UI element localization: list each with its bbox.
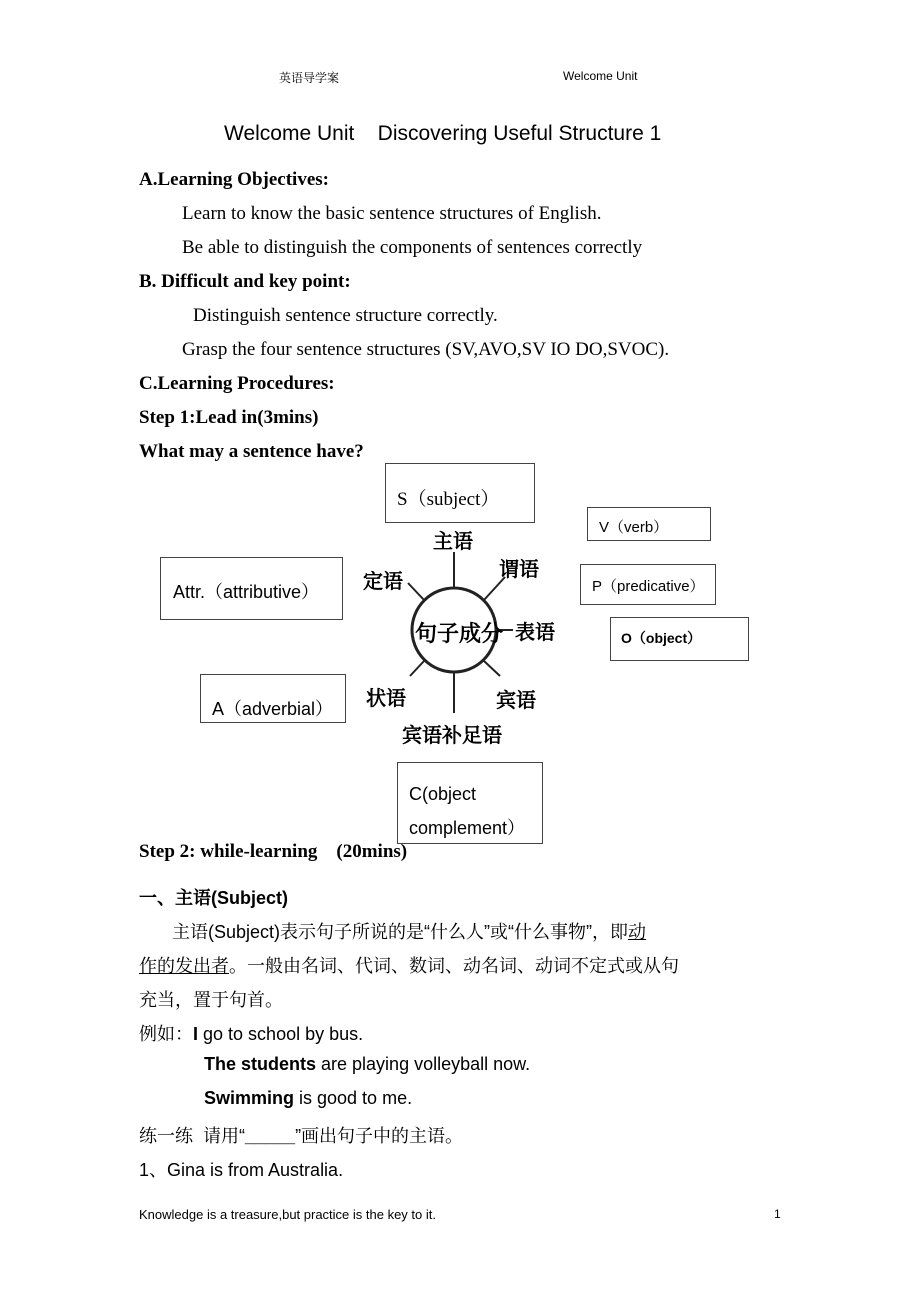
practice-blank: _____ [245,1126,296,1146]
adverbial-box: A（adverbial） [200,674,346,723]
complement-line: C(object [409,784,477,804]
step1-heading: Step 1:Lead in(3mins) [139,407,319,428]
paragraph-text: 主语(Subject)表示句子所说的是“什么人”或“什么事物”，即 [172,922,629,942]
practice-item: 1、Gina is from Australia. [139,1160,344,1180]
example-subject: Swimming [204,1088,295,1108]
subject-heading: 一、主语(Subject) [139,888,289,908]
paragraph-text: 。一般由名词、代词、数词、动名词、动词不定式或从句 [229,956,679,976]
spoke-label: 宾语补足语 [402,723,502,747]
center-label: 句子成分 [415,621,504,647]
example-rest: is good to me. [294,1088,413,1108]
subject-box: S（subject） [385,463,535,523]
spoke-label: 定语 [363,569,403,593]
question: What may a sentence have? [139,441,364,462]
paragraph-line [139,952,679,978]
example-line [204,1054,530,1075]
example-rest: are playing volleyball now. [316,1054,531,1074]
verb-box: V（verb） [587,507,711,541]
example-label: 例如： [139,1024,193,1044]
spoke-line [408,583,424,600]
practice-instruction [139,1122,463,1148]
page-number: 1 [774,1207,781,1221]
spoke-label: 主语 [433,529,473,553]
example-line [139,1020,363,1046]
page-title: Welcome Unit Discovering Useful Structure 1 [224,122,662,145]
example-subject: I [193,1024,199,1044]
header-left: 英语导学案 [279,71,340,85]
objective-line: Be able to distinguish the components of sentences correctly [182,237,643,258]
spoke-line [484,661,500,676]
practice-text: 练一练 请用“ [139,1126,245,1146]
header-right: Welcome Unit [563,69,638,83]
example-line [204,1088,412,1109]
practice-text: ”画出句子中的主语。 [295,1126,464,1146]
underlined-text: 作的发出者 [139,956,229,976]
step2-heading: Step 2: while-learning (20mins) [139,841,408,862]
object-box: O（object） [610,617,749,661]
attributive-box: Attr.（attributive） [160,557,343,620]
spoke-label: 表语 [515,620,555,644]
predicative-box: P（predicative） [580,564,716,605]
keypoint-line: Grasp the four sentence structures (SV,AVO,SV IO DO,SVOC). [182,339,670,360]
section-c-heading: C.Learning Procedures: [139,373,335,394]
spoke-label: 谓语 [499,557,539,581]
spoke-label: 状语 [366,686,406,710]
objective-line: Learn to know the basic sentence structures of English. [182,203,602,224]
section-b-heading: B. Difficult and key point: [139,271,351,292]
underlined-text: 动 [628,922,647,942]
complement-line: complement） [409,818,526,838]
paragraph-line: 充当，置于句首。 [139,990,283,1010]
keypoint-line: Distinguish sentence structure correctly. [193,305,498,326]
section-a-heading: A.Learning Objectives: [139,169,329,190]
footer-text: Knowledge is a treasure,but practice is the key to it. [139,1207,436,1222]
example-rest: go to school by bus. [198,1024,364,1044]
example-subject: The students [204,1054,317,1074]
spoke-label: 宾语 [496,688,536,712]
spoke-line [410,661,424,676]
complement-box [397,762,543,844]
paragraph-line [172,918,646,944]
